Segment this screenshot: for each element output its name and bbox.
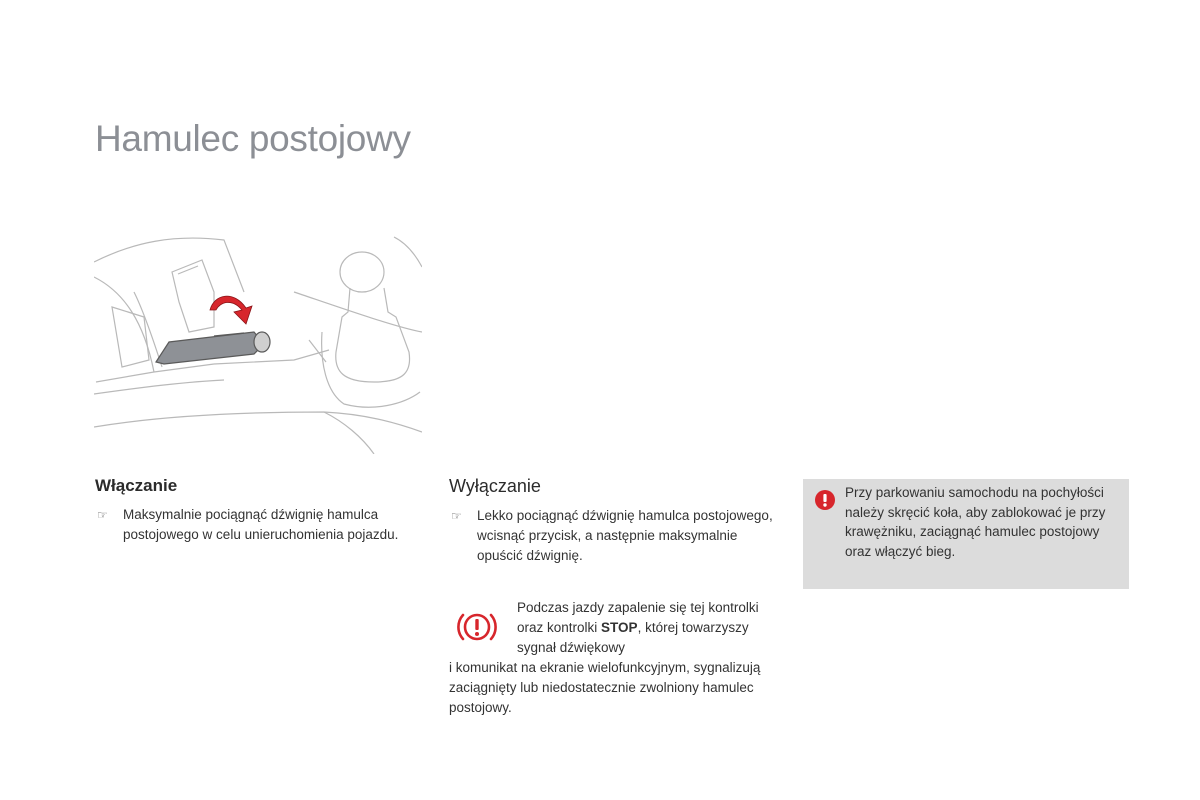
engage-instruction	[95, 505, 415, 545]
note-box	[803, 479, 1129, 589]
pointing-hand-icon: ☞	[451, 509, 462, 523]
release-heading: Wyłączanie	[449, 476, 541, 496]
release-instruction	[449, 506, 779, 566]
release-text: Lekko pociągnąć dźwignię hamulca postojowego, wcisnąć przycisk, a następnie maksymalnie opuścić dźwignię.	[477, 508, 773, 563]
engage-text: Maksymalnie pociągnąć dźwignię hamulca postojowego w celu unieruchomienia pojazdu.	[123, 507, 399, 542]
engage-section	[95, 476, 415, 545]
exclamation-icon	[815, 490, 835, 510]
parking-brake-illustration	[94, 232, 422, 454]
warning-rest-text: i komunikat na ekranie wielofunkcyjnym, sygnalizują zaciągnięty lub niedostatecznie zwolniony hamulec postojowy.	[449, 660, 761, 715]
engage-heading: Włączanie	[95, 476, 178, 495]
warning-lead-text: Podczas jazdy zapalenie się tej kontrolki oraz kontrolki STOP, której towarzyszy sygnał dźwiękowy	[517, 600, 759, 655]
parking-brake-warning-icon	[456, 606, 498, 648]
warning-block	[449, 598, 779, 718]
note-text: Przy parkowaniu samochodu na pochyłości należy skręcić koła, aby zablokować je przy krawężniku, zaciągnąć hamulec postojowy oraz włączyć bieg.	[845, 485, 1106, 559]
page-title: Hamulec postojowy	[95, 118, 411, 159]
pointing-hand-icon: ☞	[97, 508, 108, 522]
stop-label: STOP	[601, 620, 638, 635]
release-section	[449, 476, 779, 566]
